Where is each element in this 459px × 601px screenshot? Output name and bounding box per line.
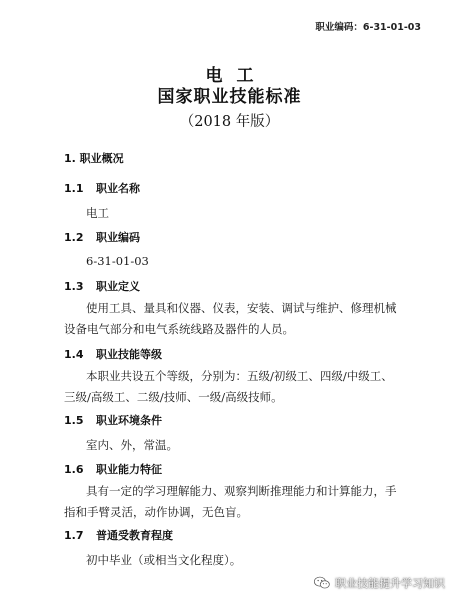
section-heading <box>64 346 162 362</box>
section-heading <box>64 461 162 477</box>
title-edition: （2018 年版） <box>179 114 280 130</box>
watermark <box>313 575 445 591</box>
section-number: 1.5 <box>64 414 84 427</box>
section-number: 1.1 <box>64 182 84 195</box>
wechat-icon <box>313 576 331 590</box>
section-number: 1.4 <box>64 348 84 361</box>
section-title: 职业编码 <box>96 231 140 244</box>
section-body: 电工 <box>86 206 109 220</box>
chapter-heading: 1. 职业概况 <box>64 152 124 165</box>
section-body: 6-31-01-03 <box>86 254 149 268</box>
section-body: 室内、外，常温。 <box>86 438 178 452</box>
section-heading <box>64 527 173 543</box>
section-heading <box>64 278 140 294</box>
section-title: 职业技能等级 <box>96 348 162 361</box>
paragraph-line: 三级/高级工、二级/技师、一级/高级技师。 <box>64 390 283 404</box>
title-occupation: 电工 <box>205 66 268 86</box>
section-paragraph <box>64 481 404 523</box>
section-paragraph <box>64 366 404 408</box>
section-body: 初中毕业（或相当文化程度）。 <box>86 553 242 567</box>
section-number: 1.7 <box>64 529 84 542</box>
section-heading <box>64 180 140 196</box>
title-standard: 国家职业技能标准 <box>157 87 302 107</box>
section-title: 职业名称 <box>96 182 140 195</box>
paragraph-line: 本职业共设五个等级，分别为：五级/初级工、四级/中级工、 <box>86 369 393 383</box>
paragraph-line: 使用工具、量具和仪器、仪表，安装、调试与维护、修理机械 <box>86 301 397 315</box>
paragraph-line: 具有一定的学习理解能力、观察判断推理能力和计算能力，手 <box>86 484 397 498</box>
paragraph-line: 设备电气部分和电气系统线路及器件的人员。 <box>64 322 294 336</box>
section-heading <box>64 229 140 245</box>
section-title: 普通受教育程度 <box>96 529 173 542</box>
section-heading <box>64 412 162 428</box>
section-title: 职业环境条件 <box>96 414 162 427</box>
section-paragraph <box>64 298 404 340</box>
paragraph-line: 指和手臂灵活，动作协调，无色盲。 <box>64 505 248 519</box>
section-number: 1.2 <box>64 231 84 244</box>
watermark-text: 职业技能提升学习知识 <box>335 577 445 590</box>
occupation-code: 职业编码：6-31-01-03 <box>315 22 421 33</box>
section-number: 1.3 <box>64 280 84 293</box>
section-number: 1.6 <box>64 463 84 476</box>
section-title: 职业定义 <box>96 280 140 293</box>
section-title: 职业能力特征 <box>96 463 162 476</box>
